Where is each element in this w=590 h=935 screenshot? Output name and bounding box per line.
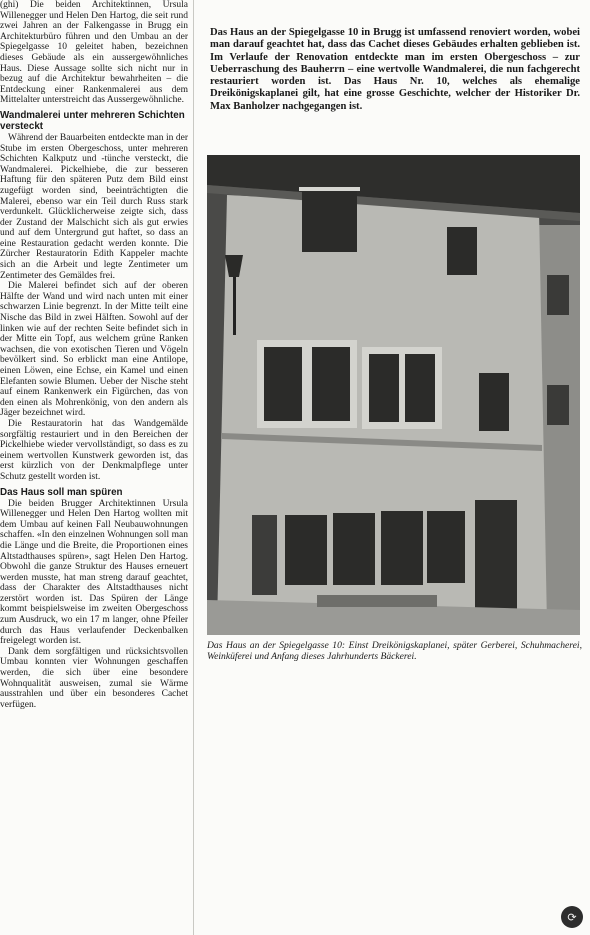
subheading-haus-spueren: Das Haus soll man spüren	[0, 486, 123, 498]
article-left-column	[0, 0, 188, 935]
lead-paragraph: Das Haus an der Spiegelgasse 10 in Brugg ist umfassend renoviert worden, wobei man darauf geachtet hat, dass das Cachet dieses Gebäudes erhalten geblieben ist. Im Verlaufe der Renovation entdeckte man im ersten Obergeschoss – zur Ueberraschung des Bauherrn – eine wertvolle Wandmalerei, die nun fachgerecht restauriert worden ist. Das Haus Nr. 10, welches als ehemalige Dreikönigskaplanei gilt, hat eine grosse Geschichte, welcher der Historiker Dr. Max Banholzer nachgegangen ist.	[210, 27, 580, 112]
body-paragraph: Die Restauratorin hat das Wandgemälde sorgfältig restauriert und in den Bereichen der Pickelhiebe wieder vervollständigt, so dass es zu einem wertvollen Kunstwerk geworden ist, das erst kürzlich von der Denkmalpflege unter Schutz gestellt worden ist.	[0, 418, 188, 482]
photo-caption: Das Haus an der Spiegelgasse 10: Einst Dreikönigskaplanei, später Gerberei, Schuhmacherei, Weinküferei und Anfang dieses Jahrhunderts Bäckerei.	[207, 640, 582, 663]
body-paragraph: Dank dem sorgfältigen und rücksichtsvollen Umbau konnten vier Wohnungen geschaffen werden, die sich über eine besondere Wohnqualität ausweisen, zumal sie Wärme ausstrahlen und über ein besonderes Cachet verfügen.	[0, 646, 188, 710]
body-paragraph: Während der Bauarbeiten entdeckte man in der Stube im ersten Obergeschoss, unter mehreren Schichten Kalkputz und -tünche versteckt, die Wandmalerei. Pickelhiebe, die zur besseren Haftung für den späteren Putz dem Bild einst zugefügt worden sind, beeinträchtigten die Malerei, ebenso war ein Teil durch Russ stark verdunkelt. Glücklicherweise zeigte sich, dass der Zustand der Malschicht sich als gut erwies und auf dem Untergrund gut haftet, so dass an eine Restauration gedacht werden konnte. Die Zürcher Restauratorin Edith Kappeler machte sich an die Arbeit und legte Zentimeter um Zentimeter des Gemäldes frei.	[0, 132, 188, 281]
body-paragraph: Die beiden Brugger Architektinnen Ursula Willenegger und Helen Den Hartog wollten mit dem Umbau auf keinen Fall Neubauwohnungen schaffen. «In den einzelnen Wohnungen soll man die Länge und die Breite, die Proportionen eines Altstadthauses spüren», sagt Helen Den Hartog. Obwohl die ganze Struktur des Hauses erneuert werden musste, hat man streng darauf geachtet, dass der Charakter des Altstadthauses nicht zerstört worden ist. Das Spüren der Länge kommt beispielsweise im zweiten Obergeschoss zum Ausdruck, wo ein 17 m langer, ohne Pfeiler durch das Haus verlaufender Deckenbalken freigelegt worden ist.	[0, 498, 188, 647]
subheading-wandmalerei: Wandmalerei unter mehreren Schichten versteckt	[0, 109, 185, 132]
house-photo	[207, 155, 580, 635]
scan-fold-line	[193, 0, 194, 935]
body-paragraph: Die Malerei befindet sich auf der oberen Hälfte der Wand und wird nach unten mit einer schwarzen Linie begrenzt. In der Mitte teilt eine Nische das Bild in zwei Hälften. Sowohl auf der linken wie auf der rechten Seite befindet sich in der Mitte ein Topf, aus welchem grüne Ranken wachsen, die von exotischen Tieren und Vögeln bevölkert sind. So erblickt man eine Antilope, einen Löwen, eine Echse, ein Kamel und einen Elefanten sowie Blumen. Ueber der Nische steht auf einem Rankenwerk ein Figürchen, das von den einen als Mohrenkönig, von den andern als Jäger bezeichnet wird.	[0, 281, 188, 419]
translate-icon[interactable]: ⟳	[561, 906, 583, 928]
intro-paragraph: (ghi) Die beiden Architektinnen, Ursula Willenegger und Helen Den Hartog, die seit rund zwei Jahren an der Falkengasse in Brugg ein Architekturbüro führen und den Umbau an der Spiegelgasse 10 geleitet haben, bezeichnen dieses Gebäude als ein aussergewöhnliches Haus. Diese Aussage sollte sich nicht nur in bezug auf die Architektur bewahrheiten – die Entdeckung einer Rankenmalerei aus dem Mittelalter unterstreicht das Aussergewöhnliche.	[0, 0, 188, 106]
